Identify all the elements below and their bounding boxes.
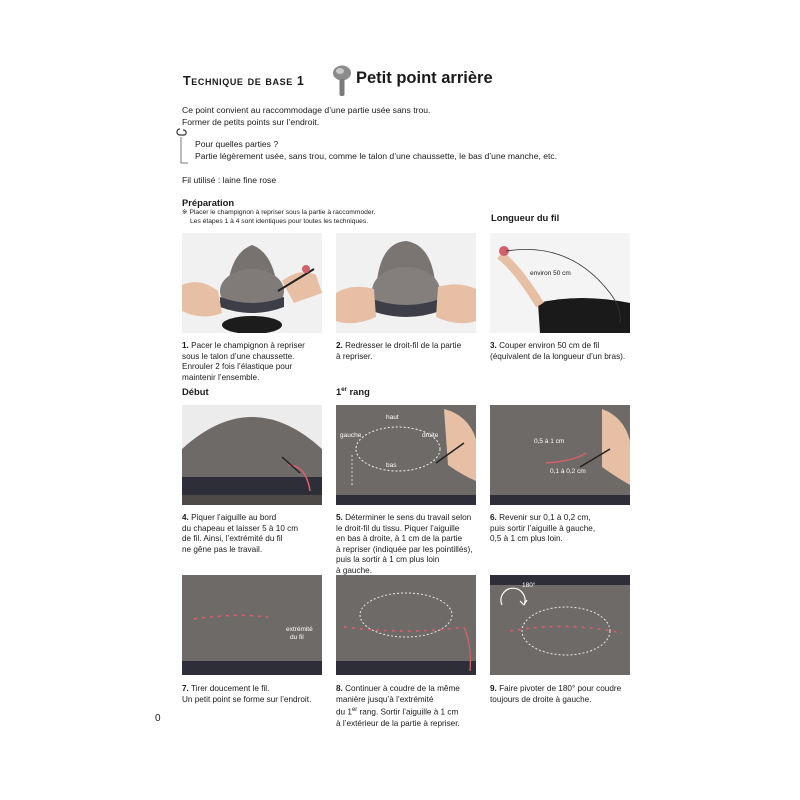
- step-number: 2.: [336, 341, 343, 350]
- step-7-photo: [182, 575, 322, 675]
- intro-line: Former de petits points sur l’endroit.: [182, 117, 320, 128]
- darning-mushroom-icon: [331, 64, 353, 98]
- step-8-caption: [336, 684, 486, 729]
- caption-text: Faire pivoter de 180° pour coudre: [499, 684, 622, 693]
- step-2-caption: [336, 341, 486, 362]
- caption-line: Un petit point se forme sur l’endroit.: [182, 694, 312, 704]
- caption-line: ne gêne pas le travail.: [182, 544, 263, 554]
- photo-label-tenth-cm: 0,1 à 0,2 cm: [550, 468, 586, 475]
- caption-line: à repriser (indiquée par les pointillés),: [336, 544, 473, 554]
- caption-line: du chapeau et laisser 5 à 10 cm: [182, 523, 299, 533]
- preparation-note: [182, 208, 375, 226]
- paperclip-icon: [174, 125, 190, 165]
- caption-text: Couper environ 50 cm de fil: [499, 341, 600, 350]
- page-title: Petit point arrière: [356, 69, 493, 87]
- step-5-photo: [336, 405, 476, 505]
- step-8-photo: [336, 575, 476, 675]
- caption-line: le droit-fil du tissu. Piquer l’aiguille: [336, 523, 460, 533]
- caption-line: [182, 513, 332, 524]
- step-1-caption: [182, 341, 332, 383]
- photo-label-rotation: 180°: [522, 582, 536, 589]
- caption-line: [490, 513, 640, 524]
- caption-line: Enrouler 2 fois l’élastique pour: [182, 362, 293, 372]
- caption-text: Piquer l’aiguille au bord: [191, 513, 277, 522]
- section-title-first-row: 1er rang: [336, 386, 370, 397]
- caption-line: [336, 513, 486, 524]
- caption-line: (équivalent de la longueur d’un bras).: [490, 351, 626, 361]
- step-number: 7.: [182, 684, 189, 693]
- caption-text: Tirer doucement le fil.: [190, 684, 270, 693]
- step-9-photo: [490, 575, 630, 675]
- intro-line: Ce point convient au raccommodage d’une partie usée sans trou.: [182, 105, 431, 115]
- step-5-caption: [336, 513, 486, 577]
- step-number: 9.: [490, 684, 497, 693]
- step-number: 6.: [490, 513, 497, 522]
- preparation-note-line: Les étapes 1 à 4 sont identiques pour toutes les techniques.: [190, 218, 369, 225]
- step-2-photo: [336, 233, 476, 333]
- step-number: 3.: [490, 341, 497, 350]
- caption-line: en bas à droite, à 1 cm de la partie: [336, 534, 463, 544]
- photo-label-left: gauche: [340, 432, 362, 439]
- step-4-caption: [182, 513, 332, 555]
- caption-line: [336, 341, 486, 352]
- step-number: 4.: [182, 513, 189, 522]
- photo-label-length: environ 50 cm: [530, 270, 571, 277]
- caption-line: puis la sortir à 1 cm plus loin: [336, 555, 440, 565]
- step-6-caption: [490, 513, 640, 545]
- step-number: 5.: [336, 513, 343, 522]
- caption-line: [182, 684, 332, 695]
- caption-line: manière jusqu’à l’extrémité: [336, 694, 434, 704]
- section-title-start: Début: [182, 386, 209, 397]
- caption-text: Continuer à coudre de la même: [345, 684, 460, 693]
- preparation-note-line: ※ Placer le champignon à repriser sous la partie à raccommoder.: [182, 209, 376, 216]
- page-number: 0: [155, 713, 161, 724]
- technique-label: Technique de base 1: [183, 74, 305, 88]
- caption-line: puis sortir l’aiguille à gauche,: [490, 523, 596, 533]
- caption-line: de fil. Ainsi, l’extrémité du fil: [182, 534, 283, 544]
- section-title-yarn-length: Longueur du fil: [491, 212, 560, 223]
- step-6-photo: [490, 405, 630, 505]
- step-number: 1.: [182, 341, 189, 350]
- step-9-caption: [490, 684, 650, 705]
- caption-line: du 1er rang. Sortir l’aiguille à 1 cm: [336, 707, 459, 717]
- caption-text: Déterminer le sens du travail selon: [345, 513, 472, 522]
- step-3-caption: [490, 341, 650, 362]
- photo-label-bottom: bas: [386, 462, 397, 469]
- step-number: 8.: [336, 684, 343, 693]
- yarn-used: Fil utilisé : laine fine rose: [182, 175, 277, 185]
- step-4-photo: [182, 405, 322, 505]
- caption-line: 0,5 à 1 cm plus loin.: [490, 534, 563, 544]
- photo-label-right: droite: [422, 432, 439, 439]
- step-3-photo: [490, 233, 630, 333]
- caption-line: [490, 684, 650, 695]
- which-parts: [195, 138, 557, 162]
- section-title-preparation: Préparation: [182, 197, 235, 208]
- photo-label-thread-end: extrémité: [286, 626, 313, 633]
- photo-label-top: haut: [386, 414, 399, 421]
- caption-line: toujours de droite à gauche.: [490, 694, 592, 704]
- caption-line: à gauche.: [336, 565, 372, 575]
- photo-label-half-cm: 0,5 à 1 cm: [534, 438, 565, 445]
- caption-line: à l’extérieur de la partie à repriser.: [336, 718, 460, 728]
- which-parts-question: Pour quelles parties ?: [195, 139, 279, 149]
- intro-text: [182, 104, 430, 128]
- caption-text: Revenir sur 0,1 à 0,2 cm,: [499, 513, 591, 522]
- caption-line: [336, 684, 486, 695]
- caption-text: Pacer le champignon à repriser: [191, 341, 305, 350]
- which-parts-answer: Partie légèrement usée, sans trou, comme le talon d’une chaussette, le bas d’une manche, etc.: [195, 151, 558, 162]
- caption-line: à repriser.: [336, 351, 373, 361]
- caption-text: Redresser le droit-fil de la partie: [345, 341, 462, 350]
- step-7-caption: [182, 684, 332, 705]
- caption-line: maintenir l’ensemble.: [182, 372, 260, 382]
- photo-label-thread-end: du fil: [290, 634, 304, 641]
- step-1-photo: [182, 233, 322, 333]
- caption-line: [182, 341, 332, 352]
- caption-line: [490, 341, 650, 352]
- caption-line: sous le talon d’une chaussette.: [182, 351, 295, 361]
